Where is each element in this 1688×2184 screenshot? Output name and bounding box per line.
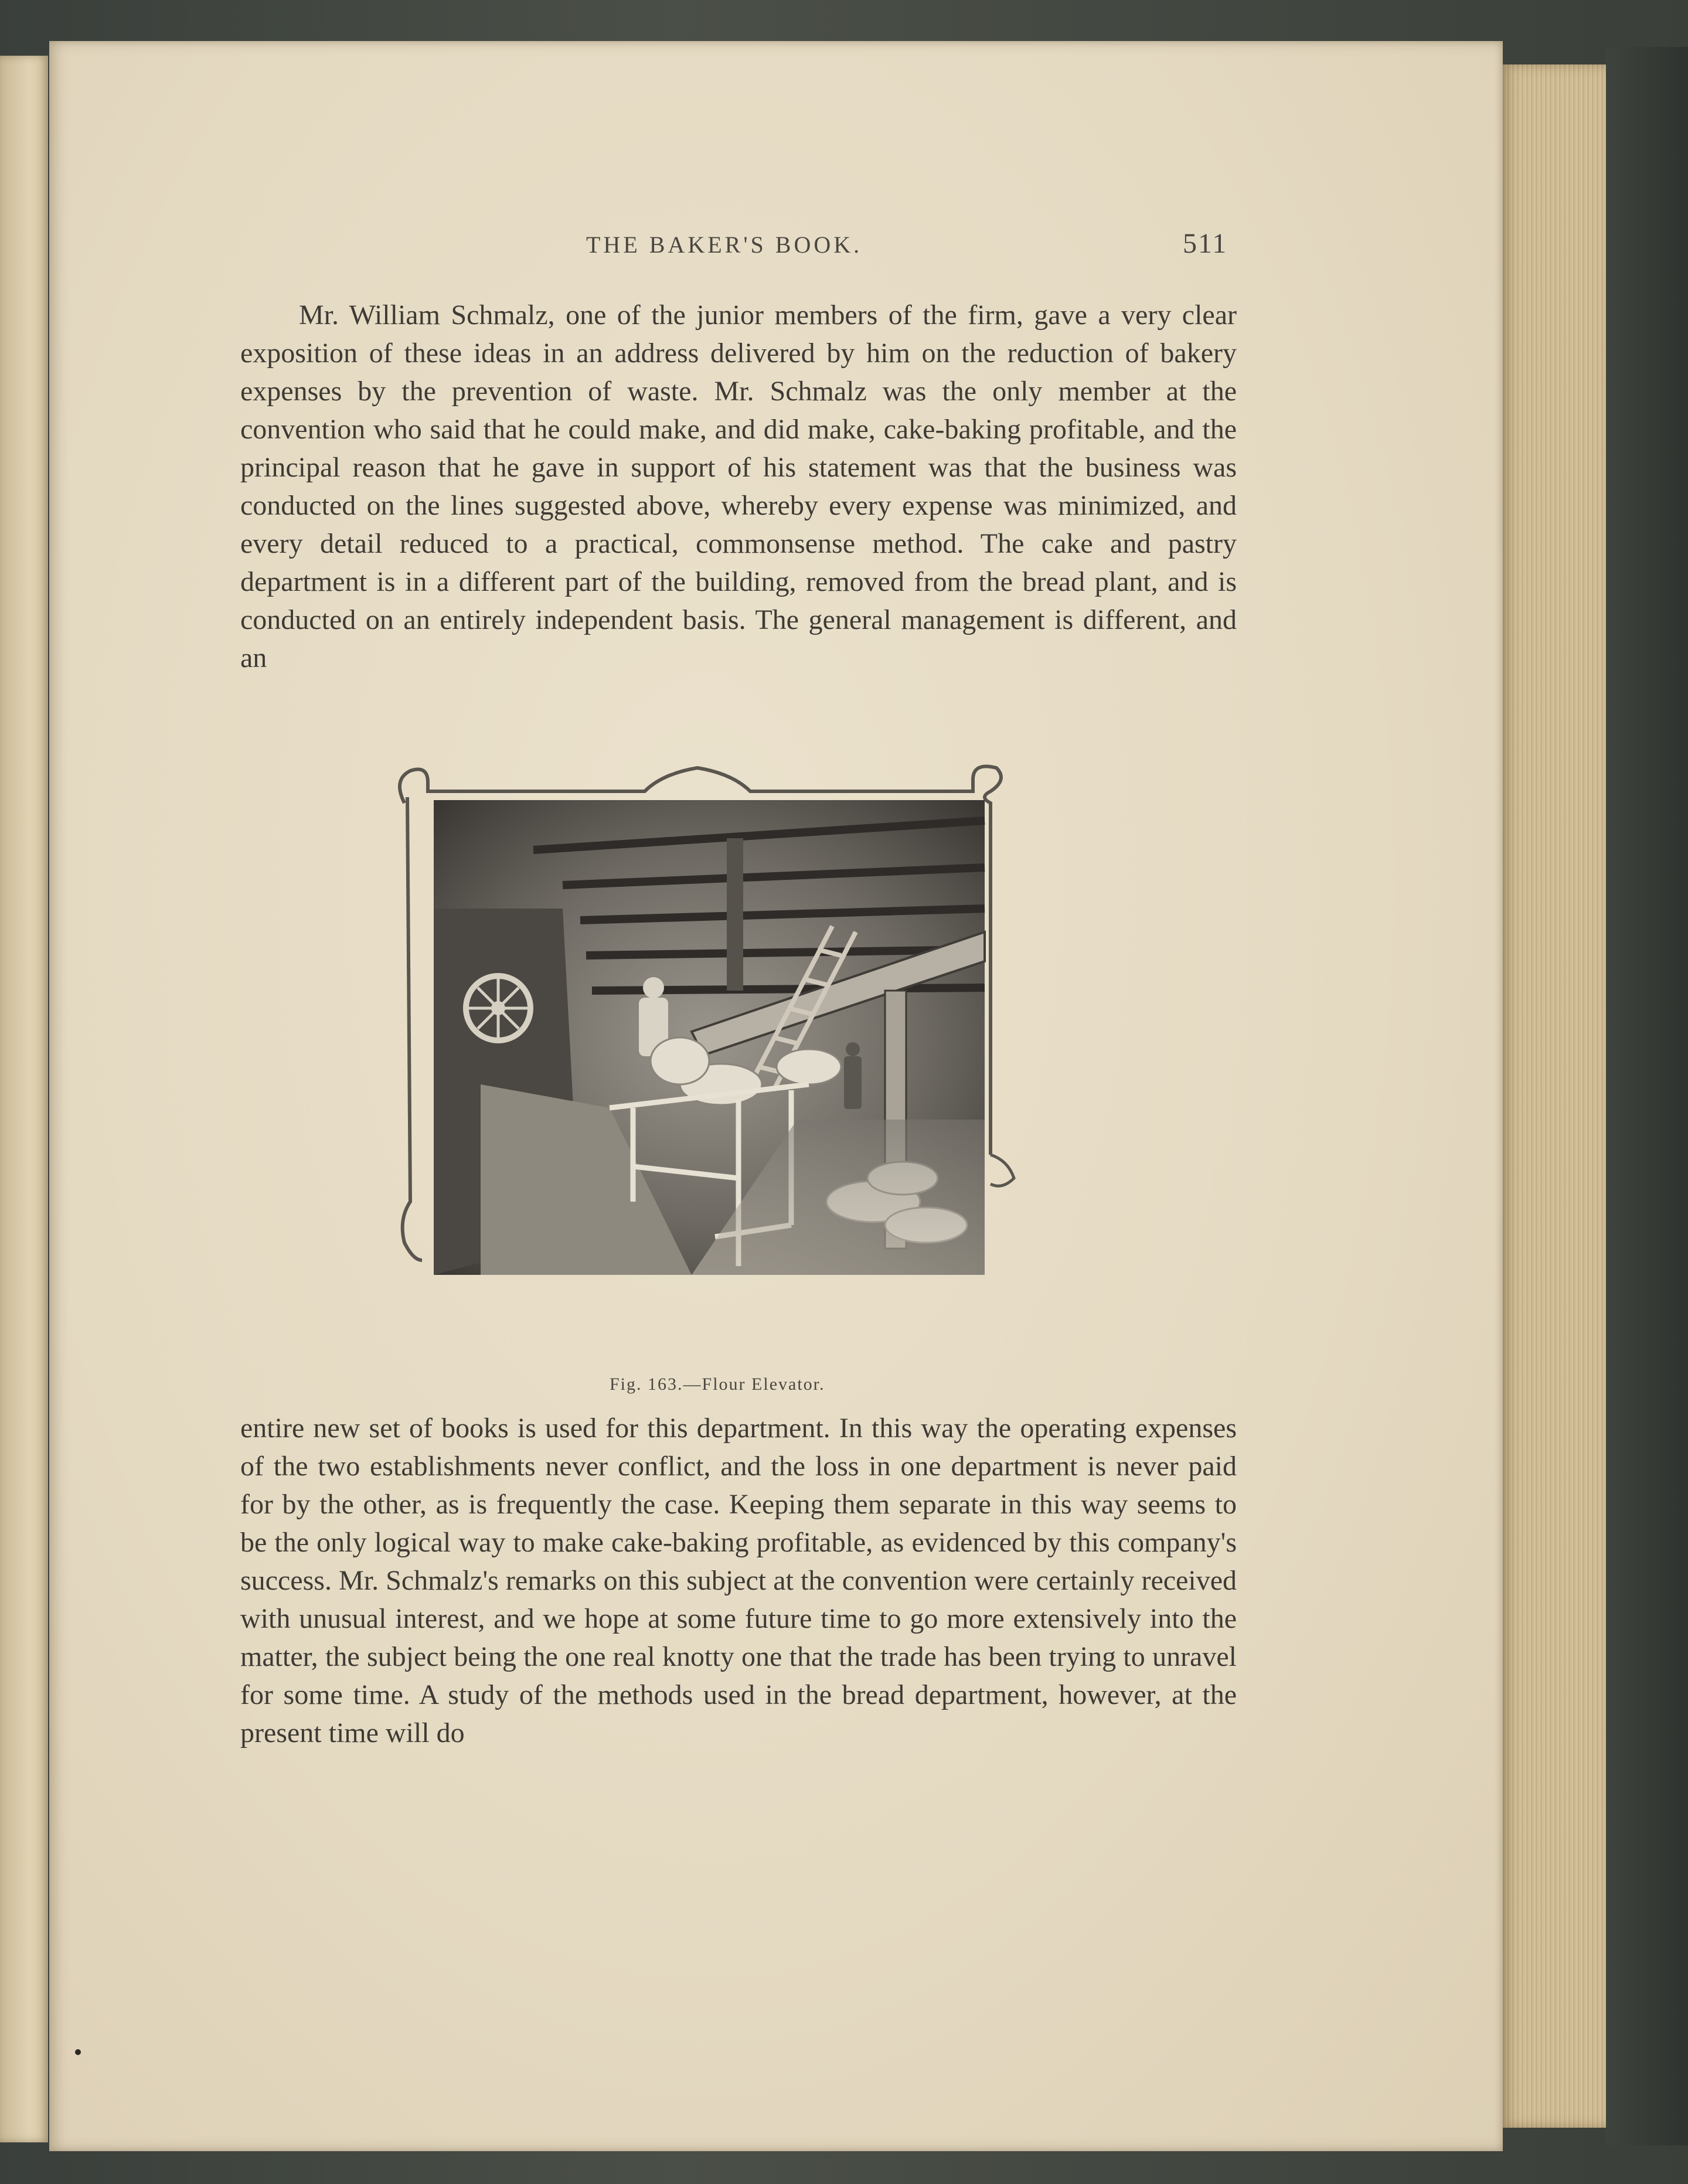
frame-left-ornament	[403, 797, 422, 1260]
pulley-spokes	[469, 979, 528, 1037]
page-speck	[75, 2049, 81, 2055]
page-number: 511	[1183, 228, 1228, 259]
page-edges	[1500, 64, 1606, 2128]
upright-post	[727, 838, 743, 991]
figure-flour-elevator	[387, 756, 1078, 1319]
facing-page-edge	[0, 56, 48, 2142]
running-head: THE BAKER'S BOOK.	[586, 232, 863, 258]
flour-elevator-illustration	[387, 756, 1078, 1319]
worker-figure-background	[844, 1042, 862, 1109]
frame-right-ornament	[991, 1155, 1014, 1186]
paragraph-top: Mr. William Schmalz, one of the junior members of the firm, gave a very clear exposition of these ideas in an address delivered by him on the reduction of bakery expenses by the prevention of waste. Mr. Schmalz was the only member at the convention who said that he could make, and did make, cake-baking profitable, and the principal reason that he gave in support of his statement was that the business was conducted on the lines suggested above, whereby every expense was minimized, and every detail reduced to a practical, commonsense method. The cake and pastry department is in a different part of the building, removed from the bread plant, and is conducted on an entirely independent basis. The general management is different, and an	[240, 300, 1237, 673]
paragraph-bottom: entire new set of books is used for this department. In this way the operating expenses of the two establishments never conflict, and the loss in one department is never paid for by the other, as is frequently the case. Keeping them separate in this way seems to be the only logical way to make cake-baking profitable, as evidenced by this company's success. Mr. Schmalz's remarks on this subject at the convention were certainly received with unusual interest, and we hope at some future time to go more extensively into the matter, the subject being the one real knotty one that the trade has been trying to unravel for some time. A study of the methods used in the bread department, however, at the present time will do	[240, 1413, 1237, 1748]
book-binding	[1606, 47, 1688, 2145]
figure-caption: Fig. 163.—Flour Elevator.	[610, 1375, 825, 1394]
